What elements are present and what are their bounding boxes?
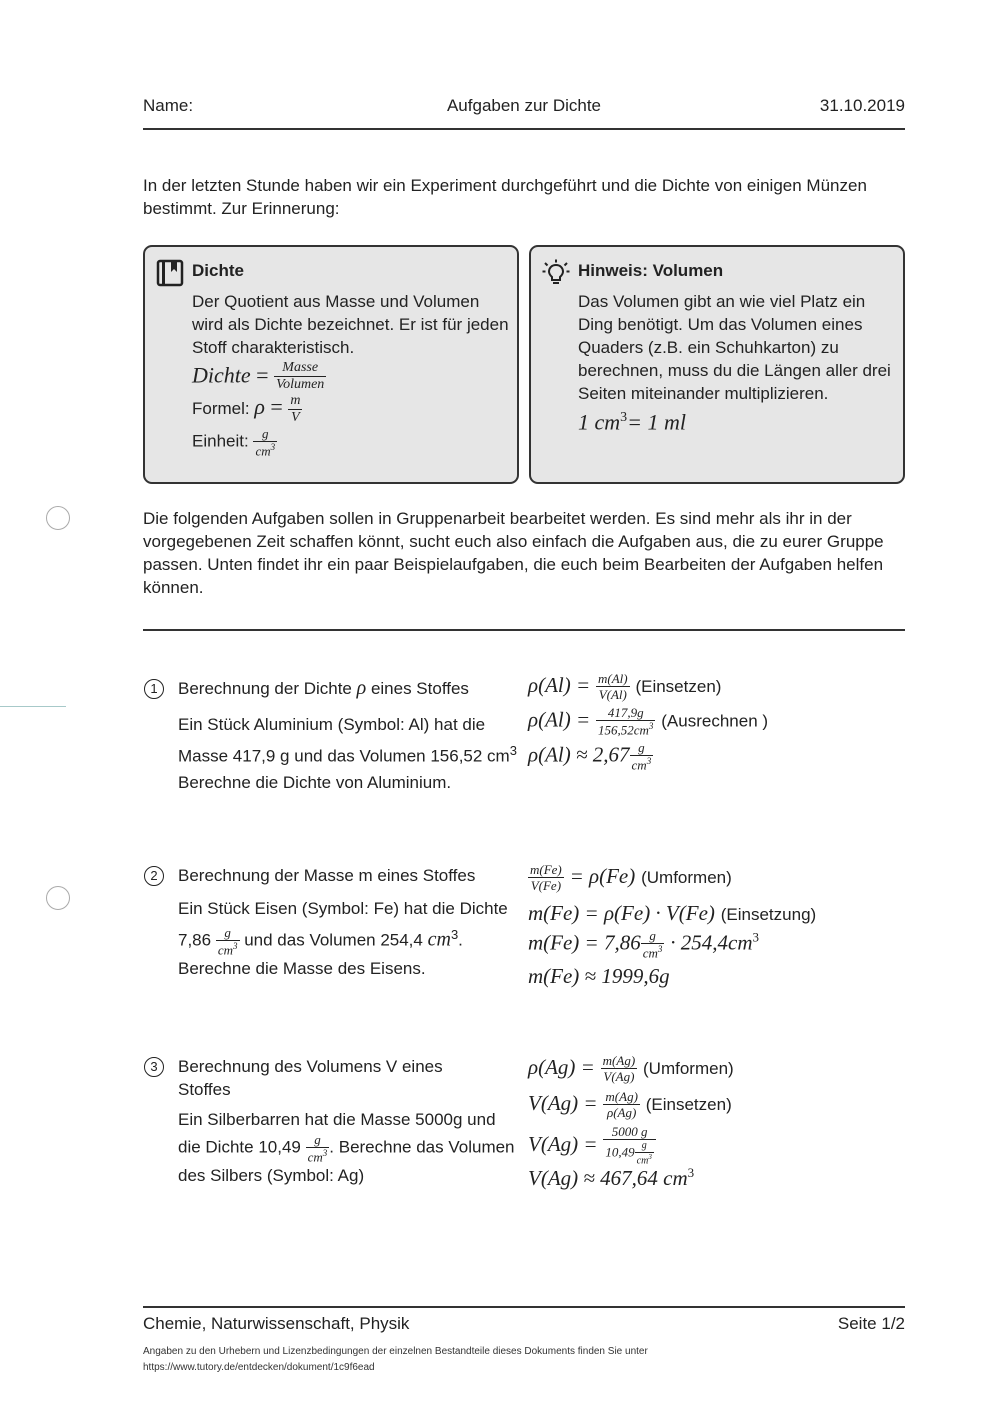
punch-hole-mark	[46, 886, 70, 910]
task-3-text: Ein Silberbarren hat die Masse 5000g und die Dichte 10,49 $\frac{g}{cm^3}$ . Berechne das Volumen des Silbers (Symbol: Ag)	[178, 1110, 515, 1186]
volumen-hint-text: Das Volumen gibt an wie viel Platz ein Ding benötigt. Um das Volumen eines Quaders (z.B. ein Schuhkarton) zu berechnen, muss du die Längen aller drei Seiten miteinander multiplizieren.	[578, 292, 891, 403]
task-2-text: Ein Stück Eisen (Symbol: Fe) hat die Dichte 7,86 $\frac{g}{cm^3}$ und das Volumen 254,4 $cm^3$. Berechne die Masse des Eisens.	[178, 899, 508, 979]
fold-mark	[0, 706, 66, 707]
page-title: Aufgaben zur Dichte	[446, 96, 602, 115]
task-2-equation-4: m(Fe) ≈ 1999,6g	[528, 964, 670, 988]
dichte-definition: Der Quotient aus Masse und Volumen wird als Dichte bezeichnet. Er ist für jeden Stoff charakteristisch.	[192, 292, 509, 357]
name-label: Name:	[143, 96, 194, 115]
task-1-text: Ein Stück Aluminium (Symbol: Al) hat die Masse 417,9 g und das Volumen 156,52 $cm^3$ Berechne die Dichte von Aluminium.	[178, 715, 517, 792]
dichte-formula: Dichte = $\frac{\text{Masse}}{\text{Volumen}}$	[192, 360, 325, 392]
page-number: Seite 1/2	[837, 1314, 905, 1333]
license-notice: Angaben zu den Urhebern und Lizenzbedingungen der einzelnen Bestandteile dieses Dokuments finden Sie unter https://www.tutory.de/entdecken/dokument/1c9f6ead	[143, 1344, 843, 1376]
volumen-hint-box	[529, 245, 905, 484]
footer-divider	[143, 1306, 905, 1308]
task-number-badge: 2	[144, 866, 164, 886]
task-3-equation-1: ρ(Ag) = $\frac{m(Ag)}{V(Ag)}$ (Umformen)	[528, 1053, 734, 1084]
task-3-title: Berechnung des Volumens V eines Stoffes	[178, 1057, 443, 1099]
task-3-equation-2: V(Ag) = $\frac{m(Ag)}{\rho(Ag)}$ (Einsetzen)	[528, 1089, 732, 1120]
section-divider	[143, 629, 905, 631]
task-number-badge: 1	[144, 679, 164, 699]
task-1-equation-1: ρ(Al) = $\frac{m(Al)}{V(Al)}$ (Einsetzen)	[528, 671, 722, 702]
task-3-equation-4: V(Ag) ≈ 467,64 $cm^3$	[528, 1165, 695, 1190]
formel-line: Formel: ρ = $\frac{m}{V}$	[192, 393, 301, 425]
einheit-line: Einheit: $\frac{g}{cm^3}$	[192, 426, 276, 459]
bookmark-book-icon	[156, 259, 184, 287]
task-2-equation-1: $\frac{m(Fe)}{V(Fe)}$ = ρ(Fe) (Umformen)	[530, 862, 732, 893]
instructions-text: Die folgenden Aufgaben sollen in Gruppenarbeit bearbeitet werden. Es sind mehr als ihr in der vorgegebenen Zeit schaffen könnt, sucht euch also einfach die Aufgaben aus, die zu eurer Gruppe passen. Unten findet ihr ein paar Beispielaufgaben, die euch beim Bearbeiten der Aufgaben helfen können.	[143, 509, 884, 597]
intro-text: In der letzten Stunde haben wir ein Experiment durchgeführt und die Dichte von einigen Münzen bestimmt. Zur Erinnerung:	[143, 176, 867, 218]
task-3-equation-3: V(Ag) = 5000 g 10,49 $\frac{g}{cm^3}$	[528, 1125, 656, 1166]
task-2-title: Berechnung der Masse m eines Stoffes	[178, 866, 476, 885]
volumen-hint-title: Hinweis: Volumen	[578, 261, 724, 280]
dichte-title: Dichte	[192, 261, 244, 280]
dichte-info-box	[143, 245, 519, 484]
punch-hole-mark	[46, 506, 70, 530]
task-1-equation-2: ρ(Al) = $\frac{417,9g}{156,52cm^3}$ (Ausrechnen )	[528, 705, 769, 738]
header-divider	[143, 128, 905, 130]
lightbulb-icon	[542, 259, 570, 287]
task-number-badge: 3	[144, 1057, 164, 1077]
task-1-equation-3: ρ(Al) ≈ 2,67 $\frac{g}{cm^3}$	[528, 740, 652, 773]
task-2-equation-3: m(Fe) = 7,86 $\frac{g}{cm^3}$ · $254,4cm^3$	[528, 928, 759, 961]
license-url[interactable]: https://www.tutory.de/entdecken/dokument/1c9f6ead	[143, 1362, 375, 1373]
footer-subjects: Chemie, Naturwissenschaft, Physik	[143, 1314, 410, 1333]
task-2-equation-2: m(Fe) = ρ(Fe) · V(Fe) (Einsetzung)	[528, 901, 817, 925]
date: 31.10.2019	[819, 96, 905, 115]
volumen-formula: 1 $cm^3= 1$ ml	[578, 409, 687, 435]
task-1-title: Berechnung der Dichte ρ eines Stoffes	[178, 677, 469, 699]
